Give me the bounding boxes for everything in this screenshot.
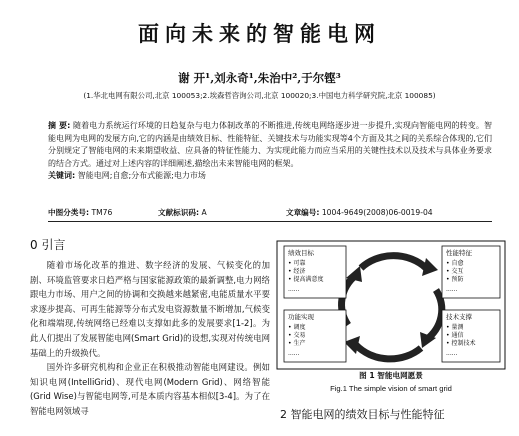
paper-title: 面向未来的智能电网 [138, 21, 381, 46]
box-item: • 交互 [446, 268, 464, 275]
section-heading-2: 2 智能电网的绩效目标与性能特征 [280, 408, 445, 421]
box-item: • 预防 [446, 276, 464, 283]
box-item: • 控制技术 [446, 340, 476, 347]
box-item: ...... [446, 350, 458, 357]
cycle-arrow-top [361, 256, 426, 268]
box-item: ...... [288, 286, 300, 293]
box-item: • 提高满意度 [288, 276, 324, 283]
box-title: 功能实现 [288, 313, 314, 321]
doc-code-value: A [201, 208, 207, 217]
box-item: • 量测 [446, 324, 464, 331]
box-item: • 通信 [446, 332, 464, 339]
paragraph: 国外许多研究机构和企业正在积极推动智能电网建设。例如知识电网(IntelliGrid)、现代电网(Modern Grid)、网络智能(Grid Wise)与智能电网等,可是本质内容基本相似[3-4]。为了在智能电网领域寻 [30, 362, 270, 416]
abstract-bottom-rule [48, 221, 492, 222]
clc-value: TM76 [91, 208, 113, 217]
box-item: • 可靠 [288, 260, 306, 267]
paragraph: 随着市场化改革的推进、数字经济的发展、气候变化的加剧、环境监管要求日趋严格与国家能源政策的最新调整,电力网络跟电力市场、用户之间的协调和交换越来越紧密,电能质量水平要求逐步提高、可再生能源等分布式发电资源数量不断增加,气候变化和端端现,传统网络已经难以支撑如此多的发展要求[1-2]。为此人们提出了发展智能电网(Smart Grid)的设想,实现对传统电网基础上的升级换代。 [30, 260, 270, 358]
figure-caption-cn: 图 1 智能电网愿景 [359, 371, 423, 380]
box-item: • 交易 [288, 332, 306, 339]
article-number-value: 1004-9649(2008)06-0019-04 [321, 208, 433, 217]
keywords-text: 智能电网;自愈;分布式能源;电力市场 [77, 171, 206, 181]
abstract-block [48, 120, 492, 183]
cycle-arrow-bottom [356, 345, 421, 359]
box-title: 性能特征 [446, 249, 472, 257]
keywords-label: 关键词: [48, 171, 76, 181]
cycle-arrowhead [422, 258, 438, 276]
box-performance-features [442, 246, 500, 298]
clc-label: 中图分类号: [48, 208, 90, 217]
smart-grid-vision-figure [276, 240, 506, 370]
doc-code-label: 文献标识码: [158, 208, 200, 217]
cycle-arrow-right [426, 290, 442, 340]
section-heading-intro: 0 引言 [30, 238, 66, 252]
intro-body [30, 258, 270, 419]
box-title: 技术支撑 [446, 313, 472, 321]
article-number-label: 文章编号: [286, 208, 320, 217]
affiliation: (1.华北电网有限公司,北京 100053;2.埃森哲咨询公司,北京 100020;3.中国电力科学研究院,北京 100085) [83, 91, 436, 100]
box-item: • 经济 [288, 268, 306, 275]
box-performance-goals [284, 246, 346, 298]
box-title: 绩效目标 [288, 249, 314, 257]
box-item: ...... [288, 350, 300, 357]
box-item: • 生产 [288, 340, 306, 347]
box-function-realization [284, 310, 346, 362]
abstract-label: 摘 要: [48, 121, 71, 130]
box-item: ...... [446, 286, 458, 293]
figure-caption-en: Fig.1 The simple vision of smart grid [330, 384, 452, 393]
box-technical-support [442, 310, 500, 362]
box-item: • 调度 [288, 324, 306, 331]
authors: 谢 开¹,刘永奇¹,朱治中²,于尔铿³ [178, 71, 341, 85]
abstract-text: 随着电力系统运行环境的日趋复杂与电力体制改革的不断推进,传统电网络逐步进一步提升,实现向智能电网的转变。智能电网为电网的发展方向,它的内涵是由绩效目标、性能特征、关键技术与功能实现等4个方面及其之间的关系综合体现的,它们分别规定了智能电网的未来期望收益、应具备的特征性能力、为实现此能力而应当采用的关键性技术以及技术与具体业务要求的结合方式。通过对上述内容的详细阐述,描绘出未来智能电网的框架。 [48, 121, 493, 168]
box-item: • 自愈 [446, 260, 464, 267]
